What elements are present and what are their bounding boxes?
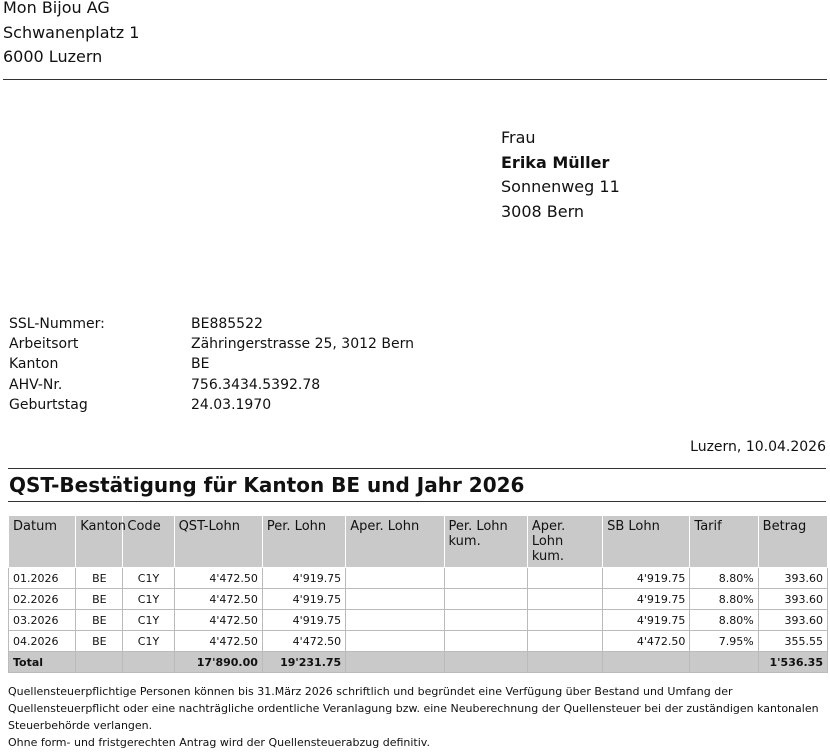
col-header: Per. Lohn kum. <box>444 516 527 568</box>
cell-aper-lohn-kum <box>527 589 602 610</box>
cell-per-lohn: 4'919.75 <box>262 610 345 631</box>
cell-aper-lohn <box>346 631 444 652</box>
cell-sb-lohn: 4'919.75 <box>603 568 690 589</box>
info-label: Kanton <box>9 356 59 373</box>
info-row <box>9 375 414 395</box>
cell-aper-lohn-kum <box>527 568 602 589</box>
col-header: Aper. Lohn <box>346 516 444 568</box>
cell-kanton: BE <box>76 589 123 610</box>
total-cell <box>690 652 758 673</box>
header-divider <box>3 79 827 80</box>
cell-per-lohn: 4'919.75 <box>262 568 345 589</box>
cell-datum: 03.2026 <box>9 610 76 631</box>
info-label: Arbeitsort <box>9 336 79 353</box>
cell-kanton: BE <box>76 631 123 652</box>
cell-datum: 02.2026 <box>9 589 76 610</box>
info-value: 756.3434.5392.78 <box>191 376 321 393</box>
total-cell <box>603 652 690 673</box>
cell-datum: 04.2026 <box>9 631 76 652</box>
cell-aper-lohn <box>346 610 444 631</box>
info-label: AHV-Nr. <box>9 376 63 393</box>
info-value: 24.03.1970 <box>191 396 272 413</box>
col-header: Per. Lohn <box>262 516 345 568</box>
recipient-name: Erika Müller <box>501 152 610 172</box>
employee-info <box>9 314 414 415</box>
cell-per-lohn: 4'472.50 <box>262 631 345 652</box>
cell-qst-lohn: 4'472.50 <box>174 631 262 652</box>
info-value: BE885522 <box>191 316 263 332</box>
title-divider-bottom <box>8 501 826 502</box>
total-label: Total <box>9 652 76 673</box>
col-header: Betrag <box>758 516 827 568</box>
cell-code: C1Y <box>123 631 174 652</box>
table-header-row <box>9 516 828 568</box>
cell-betrag: 393.60 <box>758 589 827 610</box>
sender-city: 6000 Luzern <box>3 47 103 66</box>
col-header: Code <box>123 516 174 568</box>
cell-qst-lohn: 4'472.50 <box>174 610 262 631</box>
total-betrag: 1'536.35 <box>758 652 827 673</box>
table-row <box>9 631 828 652</box>
recipient-city: 3008 Bern <box>501 201 585 221</box>
info-row <box>9 354 414 374</box>
total-cell <box>527 652 602 673</box>
footer-paragraph: Quellensteuerpflichtige Personen können bis 31.März 2026 schriftlich und begründet eine Verfügung über Bestand und Umfang der Quellensteuerpflicht oder eine nachträgliche ordentliche Veranlagung bzw. eine Neuberechnung der Quellensteuer bei der zuständigen kantonalen Steuerbehörde verlangen. <box>8 685 819 732</box>
table-row <box>9 568 828 589</box>
sender-street: Schwanenplatz 1 <box>3 22 140 42</box>
document-title: QST-Bestätigung für Kanton BE und Jahr 2026 <box>9 473 525 497</box>
table-row <box>9 610 828 631</box>
cell-aper-lohn <box>346 568 444 589</box>
title-divider-top <box>8 468 826 469</box>
footer-note: Ohne form- und fristgerechten Antrag wird der Quellensteuerabzug definitiv. <box>8 736 430 749</box>
table-total-row <box>9 652 828 673</box>
cell-per-lohn: 4'919.75 <box>262 589 345 610</box>
cell-tarif: 8.80% <box>690 568 758 589</box>
col-header: QST-Lohn <box>174 516 262 568</box>
cell-per-lohn-kum <box>444 589 527 610</box>
cell-per-lohn-kum <box>444 568 527 589</box>
col-header: Datum <box>9 516 76 568</box>
cell-datum: 01.2026 <box>9 568 76 589</box>
total-cell <box>444 652 527 673</box>
info-row <box>9 314 414 334</box>
cell-code: C1Y <box>123 568 174 589</box>
total-cell <box>76 652 123 673</box>
sender-company: Mon Bijou AG <box>3 0 110 17</box>
total-cell <box>123 652 174 673</box>
cell-aper-lohn <box>346 589 444 610</box>
cell-qst-lohn: 4'472.50 <box>174 568 262 589</box>
cell-kanton: BE <box>76 610 123 631</box>
qst-table <box>8 515 828 673</box>
cell-tarif: 7.95% <box>690 631 758 652</box>
info-value: BE <box>191 356 210 373</box>
info-row <box>9 395 414 415</box>
col-header: Tarif <box>690 516 758 568</box>
cell-code: C1Y <box>123 589 174 610</box>
col-header: Kanton <box>76 516 123 568</box>
cell-per-lohn-kum <box>444 610 527 631</box>
recipient-street: Sonnenweg 11 <box>501 177 620 196</box>
footer-notice <box>8 683 824 751</box>
total-cell <box>346 652 444 673</box>
recipient-address <box>501 126 620 224</box>
total-per-lohn: 19'231.75 <box>262 652 345 673</box>
cell-betrag: 355.55 <box>758 631 827 652</box>
col-header: SB Lohn <box>603 516 690 568</box>
cell-sb-lohn: 4'919.75 <box>603 589 690 610</box>
cell-aper-lohn-kum <box>527 631 602 652</box>
cell-aper-lohn-kum <box>527 610 602 631</box>
cell-kanton: BE <box>76 568 123 589</box>
sender-address <box>3 0 139 70</box>
info-label: SSL-Nummer: <box>9 316 105 332</box>
col-header: Aper. Lohn kum. <box>527 516 602 568</box>
cell-per-lohn-kum <box>444 631 527 652</box>
info-row <box>9 334 414 354</box>
cell-betrag: 393.60 <box>758 568 827 589</box>
cell-tarif: 8.80% <box>690 589 758 610</box>
table-row <box>9 589 828 610</box>
cell-betrag: 393.60 <box>758 610 827 631</box>
recipient-salutation: Frau <box>501 128 536 147</box>
total-qst-lohn: 17'890.00 <box>174 652 262 673</box>
cell-sb-lohn: 4'919.75 <box>603 610 690 631</box>
cell-tarif: 8.80% <box>690 610 758 631</box>
place-date: Luzern, 10.04.2026 <box>690 439 826 455</box>
cell-qst-lohn: 4'472.50 <box>174 589 262 610</box>
cell-code: C1Y <box>123 610 174 631</box>
info-value: Zähringerstrasse 25, 3012 Bern <box>191 336 414 353</box>
cell-sb-lohn: 4'472.50 <box>603 631 690 652</box>
info-label: Geburtstag <box>9 396 88 413</box>
